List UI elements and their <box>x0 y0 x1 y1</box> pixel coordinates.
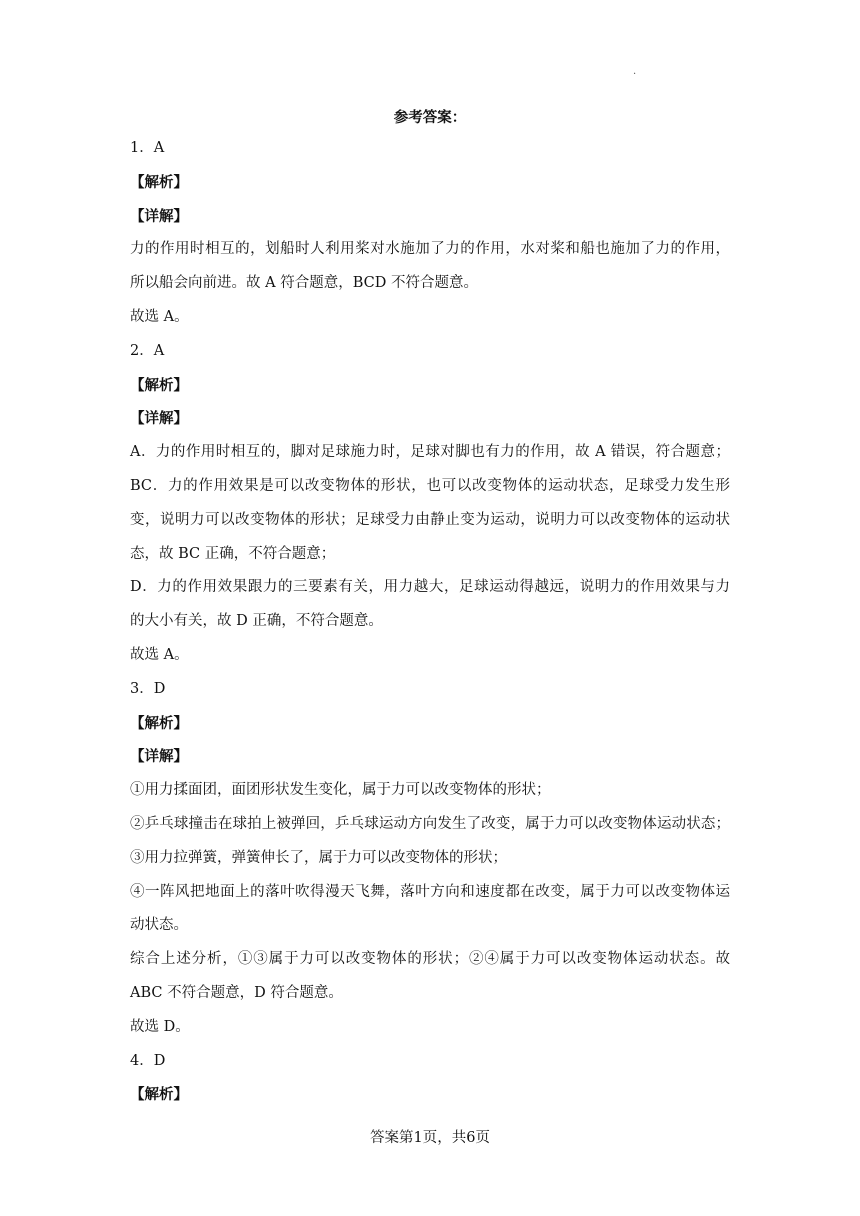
analysis-heading: 【解析】 <box>130 376 188 394</box>
text-line: ABC 不符合题意，D 符合题意。 <box>130 984 343 1001</box>
detail-heading: 【详解】 <box>130 748 188 766</box>
text-line: 态，故 BC 正确，不符合题意； <box>130 545 336 562</box>
text-line: ④一阵风把地面上的落叶吹得漫天飞舞，落叶方向和速度都在改变，属于力可以改变物体运 <box>130 883 730 900</box>
detail-heading: 【详解】 <box>130 410 188 428</box>
page-footer: 答案第1页，共6页 <box>370 1130 490 1146</box>
conclusion-line: 故选 A。 <box>130 308 189 325</box>
text-line: 的大小有关，故 D 正确，不符合题意。 <box>130 613 383 630</box>
header-mark: . <box>633 66 637 77</box>
answer-body <box>130 132 730 1112</box>
analysis-heading: 【解析】 <box>130 714 188 732</box>
text-line: 力的作用时相互的，划船时人利用桨对水施加了力的作用，水对桨和船也施加了力的作用， <box>130 241 730 258</box>
text-line: D．力的作用效果跟力的三要素有关，用力越大，足球运动得越远，说明力的作用效果与力 <box>130 579 730 596</box>
text-line: ③用力拉弹簧，弹簧伸长了，属于力可以改变物体的形状； <box>130 849 507 866</box>
conclusion-line: 故选 A。 <box>130 646 189 663</box>
answer-number: 2．A <box>130 342 165 359</box>
text-line: 所以船会向前进。故 A 符合题意，BCD 不符合题意。 <box>130 275 478 292</box>
text-line: 动状态。 <box>130 917 188 934</box>
answer-number: 1．A <box>130 140 165 156</box>
answer-number: 4．D <box>130 1052 166 1069</box>
text-line: ②乒乓球撞击在球拍上被弹回，乒乓球运动方向发生了改变，属于力可以改变物体运动状态； <box>130 815 730 832</box>
analysis-heading: 【解析】 <box>130 1086 188 1104</box>
page-title: 参考答案： <box>393 109 467 126</box>
text-line: ①用力揉面团，面团形状发生变化，属于力可以改变物体的形状； <box>130 782 551 799</box>
text-line: 变，说明力可以改变物体的形状；足球受力由静止变为运动，说明力可以改变物体的运动状 <box>130 511 730 528</box>
text-line: 综合上述分析，①③属于力可以改变物体的形状；②④属于力可以改变物体运动状态。故 <box>130 951 730 968</box>
detail-heading: 【详解】 <box>130 207 188 225</box>
text-line: BC．力的作用效果是可以改变物体的形状，也可以改变物体的运动状态，足球受力发生形 <box>130 477 730 494</box>
text-line: A．力的作用时相互的，脚对足球施力时，足球对脚也有力的作用，故 A 错误，符合题意； <box>130 444 730 461</box>
analysis-heading: 【解析】 <box>130 173 188 191</box>
answer-number: 3．D <box>130 680 166 697</box>
conclusion-line: 故选 D。 <box>130 1018 190 1035</box>
